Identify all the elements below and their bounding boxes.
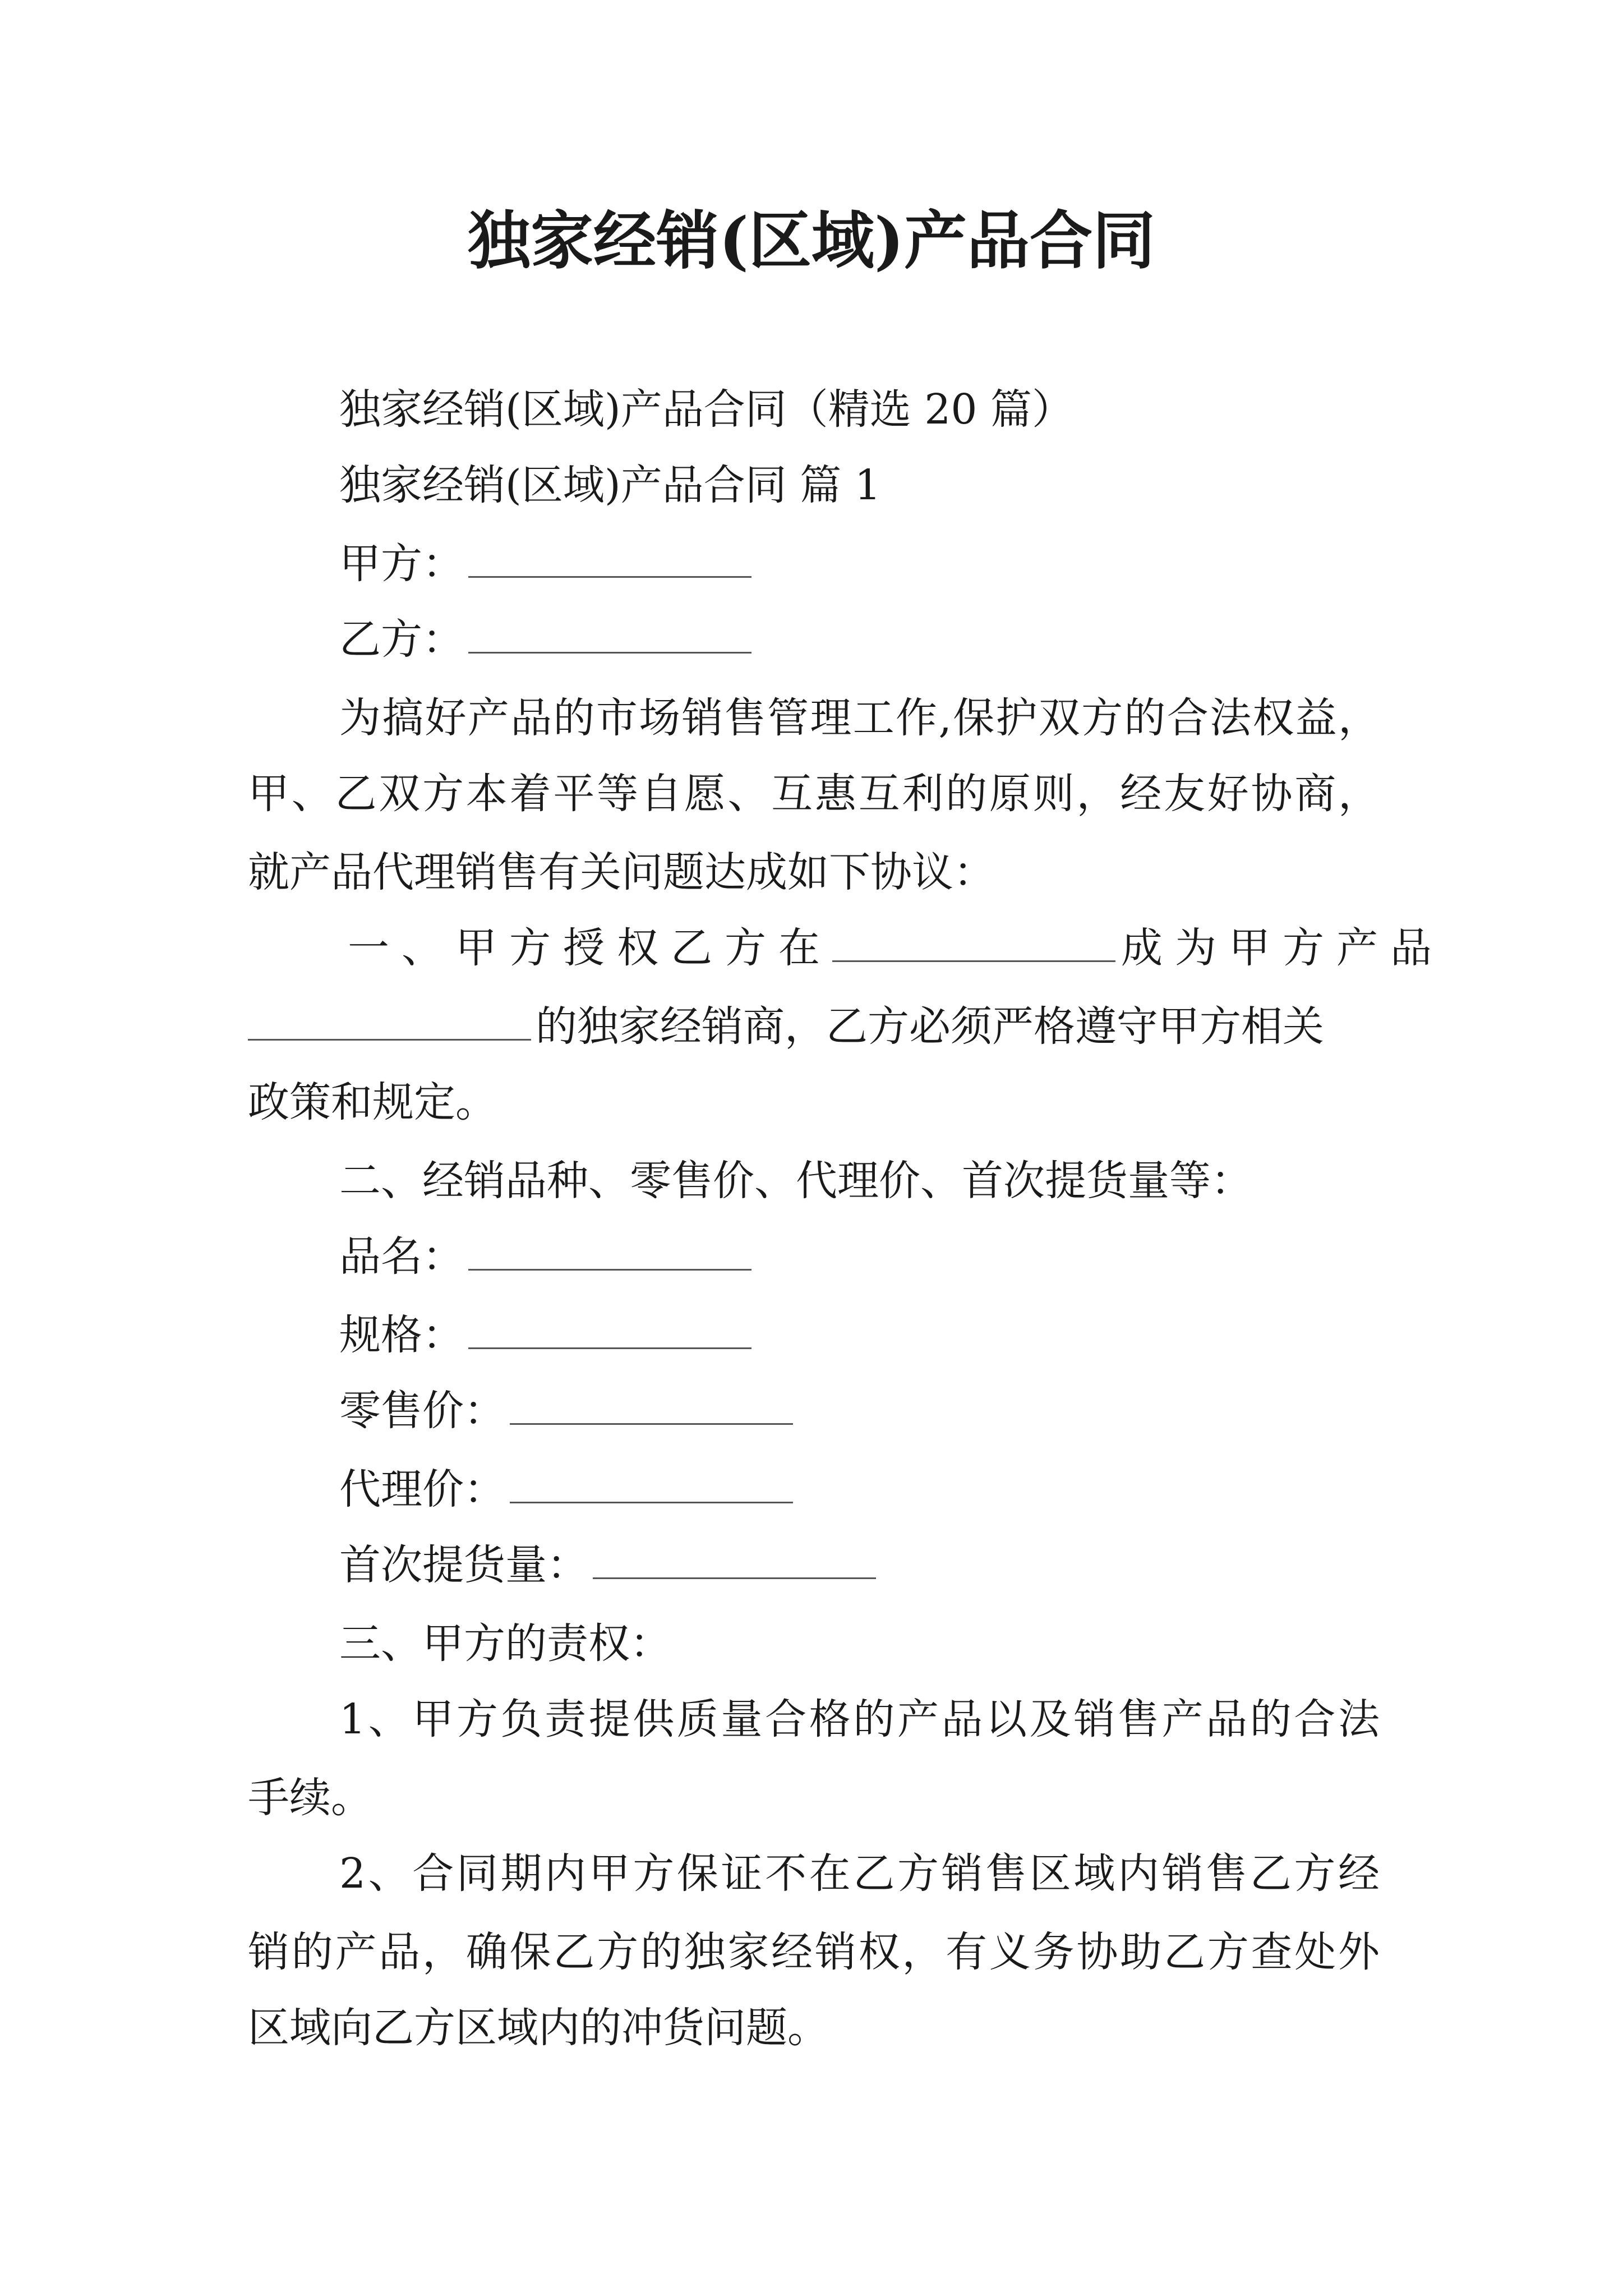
product-name-label: 品名：	[339, 1232, 464, 1281]
product-name-blank	[468, 1235, 751, 1271]
agent-price-label: 代理价：	[339, 1465, 505, 1513]
clause-1-part-1: 一、甲方授权乙方在	[348, 924, 832, 972]
first-order-blank	[593, 1544, 876, 1579]
item-2-line-1: 2、合同期内甲方保证不在乙方销售区域内销售乙方经	[339, 1849, 1380, 1898]
clause-2-heading: 二、经销品种、零售价、代理价、首次提货量等：	[339, 1157, 1252, 1205]
spec-row	[339, 1307, 751, 1363]
clause-1-product-blank	[248, 1005, 531, 1041]
retail-price-label: 零售价：	[339, 1387, 505, 1435]
spec-blank	[468, 1314, 751, 1349]
party-b-row	[339, 611, 751, 668]
clause-1-line-1	[348, 920, 1444, 976]
item-1-line-1: 1、甲方负责提供质量合格的产品以及销售产品的合法	[339, 1695, 1380, 1743]
subtitle: 独家经销(区域)产品合同（精选 20 篇）	[339, 385, 1073, 434]
intro-line-1: 为搞好产品的市场销售管理工作,保护双方的合法权益，	[339, 694, 1380, 742]
item-1-line-2: 手续。	[248, 1774, 372, 1822]
clause-1-line-2	[248, 999, 1324, 1055]
agent-price-row	[339, 1461, 793, 1517]
first-order-label: 首次提货量：	[339, 1541, 588, 1589]
clause-1-part-2: 成为甲方产品	[1121, 924, 1444, 972]
retail-price-row	[339, 1383, 793, 1439]
clause-3-heading: 三、甲方的责权：	[339, 1619, 671, 1668]
spec-label: 规格：	[339, 1311, 464, 1359]
party-b-blank	[468, 618, 751, 654]
item-2-line-3: 区域向乙方区域内的冲货问题。	[248, 2004, 829, 2052]
clause-1-region-blank	[832, 927, 1115, 962]
party-a-blank	[468, 542, 751, 578]
intro-line-3: 就产品代理销售有关问题达成如下协议：	[248, 848, 995, 896]
party-a-label: 甲方：	[339, 540, 464, 588]
party-a-row	[339, 536, 751, 592]
retail-price-blank	[510, 1389, 793, 1425]
clause-1-line-3: 政策和规定。	[248, 1078, 497, 1126]
clause-1-part-3: 的独家经销商，乙方必须严格遵守甲方相关	[536, 1002, 1324, 1051]
first-order-row	[339, 1537, 876, 1593]
intro-line-2: 甲、乙双方本着平等自愿、互惠互利的原则，经友好协商，	[248, 770, 1380, 818]
party-b-label: 乙方：	[339, 615, 464, 664]
document-title: 独家经销(区域)产品合同	[468, 204, 1155, 278]
product-name-row	[339, 1228, 751, 1285]
item-2-line-2: 销的产品，确保乙方的独家经销权，有义务协助乙方查处外	[248, 1928, 1380, 1976]
section-heading: 独家经销(区域)产品合同 篇 1	[339, 461, 881, 509]
agent-price-blank	[510, 1468, 793, 1503]
